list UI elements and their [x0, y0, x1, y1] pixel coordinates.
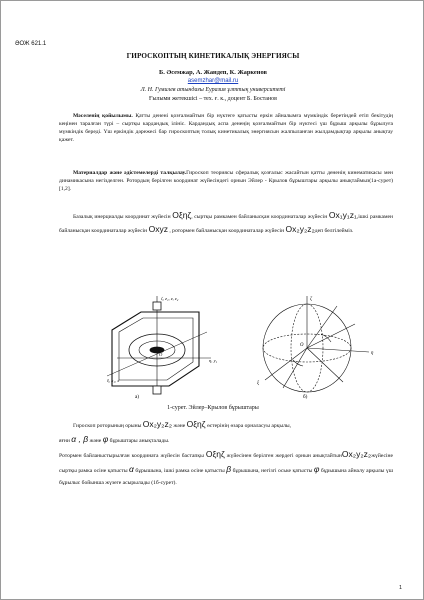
text-run: яғни [59, 437, 72, 444]
math-angle-phi: φ [102, 433, 109, 444]
text-run: Ротормен байланыстырылған координата жүйесін бастапқы [59, 453, 206, 459]
math-rotor-frame: Ox₂y₂z₂ [142, 419, 173, 429]
subfigure-a-label: а) [135, 394, 140, 400]
subfigure-b-label: б) [303, 394, 308, 400]
text-run: жүйесіне сыртқы рамка осіне қатысты [59, 453, 393, 474]
math-angle-alpha: α [129, 463, 134, 474]
paragraph-coordinates [59, 209, 393, 237]
label-origin-b: O [300, 343, 304, 348]
text-run: , ротормен байланысқан координаталар жүйесін [167, 228, 286, 234]
rotated-axis-2 [307, 324, 355, 348]
text-run: және [172, 423, 187, 429]
text-run: бұрыштары анықталады. [108, 437, 170, 444]
supervisor: Ғылыми жетекшісі – тех. ғ. к., доцент Б. Бостанов [148, 96, 278, 102]
text-run: Базалық инерциалды координат жүйесін [73, 214, 173, 220]
math-outer-frame: Ox₁y₁z₁ [328, 210, 357, 220]
text-run: бұрышына айналу арқылы үш бұрылыс бойынша жүзеге асырылады (1б-сурет). [59, 467, 393, 486]
label-origin-a: O [159, 352, 163, 357]
email-link[interactable]: asemzhar@mail.ru [187, 78, 239, 84]
label-z-axis-a: ζ, z₁, z, z₂ [161, 296, 179, 301]
paragraph-rotor-position [59, 418, 393, 447]
bottom-bearing [153, 386, 161, 394]
text-run: бұрышына, ішкі рамка осіне қатысты [133, 467, 227, 474]
label-y-axis-a: η, y₁ [209, 358, 218, 363]
paragraph-rotations [59, 448, 393, 490]
paragraph-lead: Материалдар және әдістемелерді талқылау. [73, 170, 187, 176]
paragraph-problem [59, 112, 393, 144]
rotated-axis-1 [307, 306, 337, 348]
paper-title: ГИРОСКОПТЫҢ КИНЕТИКАЛЫҚ ЭНЕРГИЯСЫ [126, 52, 300, 60]
math-rotor-frame: Ox₂y₂z₂ [341, 449, 372, 459]
rotated-axis-4 [307, 348, 343, 382]
text-run: Гироскоп роторының орыны [73, 423, 143, 429]
text-run: өстерінің өзара орналасуы арқылы, [205, 423, 292, 429]
affiliation: Л. Н. Гумилев атындағы Еуразия ұлттық университеті [140, 87, 286, 93]
page-number: 1 [399, 585, 403, 591]
figure-b-sphere [263, 296, 369, 392]
math-inertial-frame: Oξηζ [205, 449, 225, 459]
text-run: және [88, 437, 103, 444]
figure-euler-krylov [107, 294, 383, 402]
text-run: деп белгілейміз. [314, 228, 354, 234]
text-run: жүйесінен берілген жердегі орнын анықтайтын [224, 453, 342, 459]
figure-a-gimbal [107, 296, 211, 394]
math-angles-alpha-beta: α , β [71, 433, 89, 444]
paragraph-methods [59, 169, 393, 193]
paragraph-text: Қатты денені қозғалмайтын бір нүктеге қатысты еркін айналымға мүмкіндік беретіндей етіп бекітудің кеңінен таралған түрі – сыртқы кардандық ілініс. Кардандық аспа денеңің қозғалмайтын бір нүктесі үш бұрыш арқылы бұрылуға мүмкіндік береді. Үш еркіндік дәрежесі бар гироскоптың толық кинетикалық энергиясын жалпыланған жылдамдықтар арқылы анықтау қажет. [59, 113, 393, 144]
math-inner-frame: Oxyz [148, 224, 168, 234]
rotated-axis-3 [283, 348, 307, 388]
paragraph-text: Гироскоп теориясы сфералық қозғалыс жасайтын қатты дененің кинематикасы мен динамикасына негізделген. Ротордың берілген координат жүйесіндегі орнын Эйлер - Крылов бұрыштары арқылы анықтаймыз(1а-сурет) [1,2]. [59, 170, 393, 193]
paragraph-lead: Мәселенің қойылымы. [73, 113, 133, 119]
math-angle-phi: φ [313, 463, 320, 474]
text-run: , сыртқы рамкамен байланысқан координаталар жүйесін [191, 214, 329, 220]
math-rotor-frame: Ox₂y₂z₂ [285, 224, 315, 234]
top-bearing [153, 302, 161, 310]
text-run: бұрышына, негізгі оське қатысты [231, 467, 314, 474]
math-angle-beta: β [226, 463, 232, 474]
figure-caption: 1-сурет. Эйлер–Крылов бұрыштары [167, 405, 259, 411]
math-inertial-frame: Oξηζ [186, 419, 206, 429]
label-xi-b: ξ [257, 381, 260, 386]
label-zeta-b: ζ [310, 297, 312, 302]
udc-code: ӘОЖ 621.1 [15, 41, 47, 47]
label-eta-b: η [371, 351, 374, 356]
math-inertial-frame: Oξηζ [172, 210, 192, 220]
text-run: ,ішкі рамкамен байланысқан координаталар жүйесін [59, 214, 394, 234]
eta-axis [307, 348, 369, 352]
xi-axis [265, 348, 307, 380]
authors: Б. Әсемжар, А. Жандеп, К. Жаркенов [159, 69, 267, 76]
label-x-axis-a: ξ, x₁, x [107, 378, 120, 383]
